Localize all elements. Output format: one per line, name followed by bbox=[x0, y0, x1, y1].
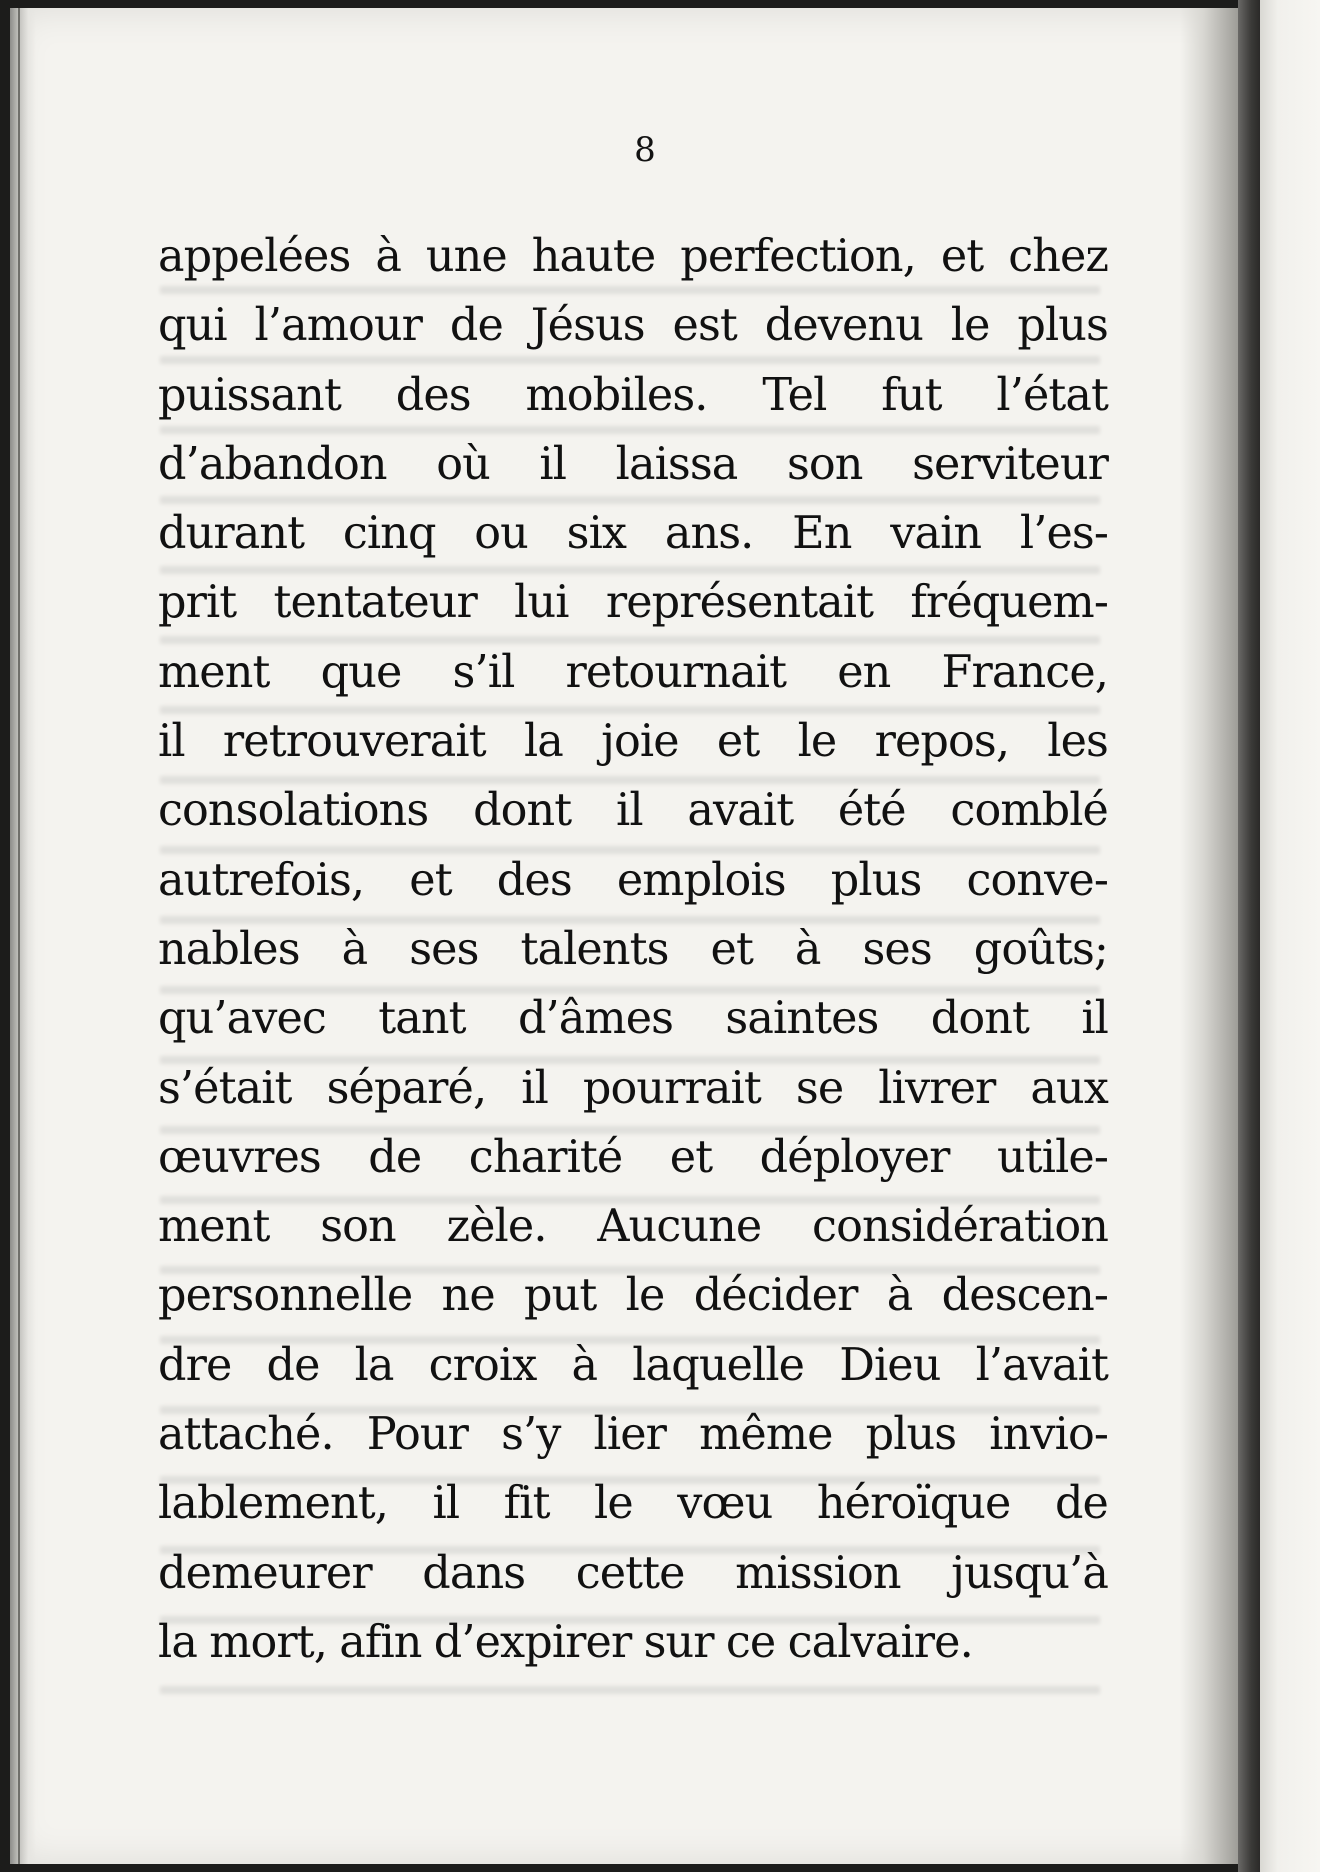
text-line: attaché. Pour s’y lier même plus invio- bbox=[158, 1409, 1108, 1461]
text-line: puissant des mobiles. Tel fut l’état bbox=[158, 369, 1108, 421]
text-line: œuvres de charité et déployer utile- bbox=[158, 1131, 1108, 1183]
text-line: personnelle ne put le décider à descen- bbox=[158, 1270, 1108, 1322]
text-line: ment que s’il retournait en France, bbox=[158, 646, 1108, 698]
page-number: 8 bbox=[634, 130, 656, 170]
text-line: durant cinq ou six ans. En vain l’es- bbox=[158, 508, 1108, 560]
text-line: prit tentateur lui représentait fréquem- bbox=[158, 577, 1108, 629]
body-text bbox=[158, 222, 1108, 1677]
text-line: s’était séparé, il pourrait se livrer aux bbox=[158, 1062, 1108, 1114]
text-line: qui l’amour de Jésus est devenu le plus bbox=[158, 300, 1108, 352]
text-line: demeurer dans cette mission jusqu’à bbox=[158, 1547, 1108, 1599]
text-line: consolations dont il avait été comblé bbox=[158, 785, 1108, 837]
text-line: nables à ses talents et à ses goûts; bbox=[158, 923, 1108, 975]
text-line: qu’avec tant d’âmes saintes dont il bbox=[158, 993, 1108, 1045]
text-line: lablement, il fit le vœu héroïque de bbox=[158, 1478, 1108, 1530]
text-line: ment son zèle. Aucune considération bbox=[158, 1201, 1108, 1253]
facing-page-edge bbox=[1260, 0, 1320, 1872]
text-line: d’abandon où il laissa son serviteur bbox=[158, 438, 1108, 490]
text-line: autrefois, et des emplois plus conve- bbox=[158, 854, 1108, 906]
page-left-edge bbox=[10, 8, 36, 1864]
text-line: la mort, afin d’expirer sur ce calvaire. bbox=[158, 1616, 973, 1668]
gutter-shadow bbox=[1180, 8, 1238, 1864]
book-spine bbox=[1238, 0, 1260, 1872]
text-line: il retrouverait la joie et le repos, les bbox=[158, 716, 1108, 768]
text-line: appelées à une haute perfection, et chez bbox=[158, 231, 1108, 282]
text-line: dre de la croix à laquelle Dieu l’avait bbox=[158, 1339, 1108, 1391]
